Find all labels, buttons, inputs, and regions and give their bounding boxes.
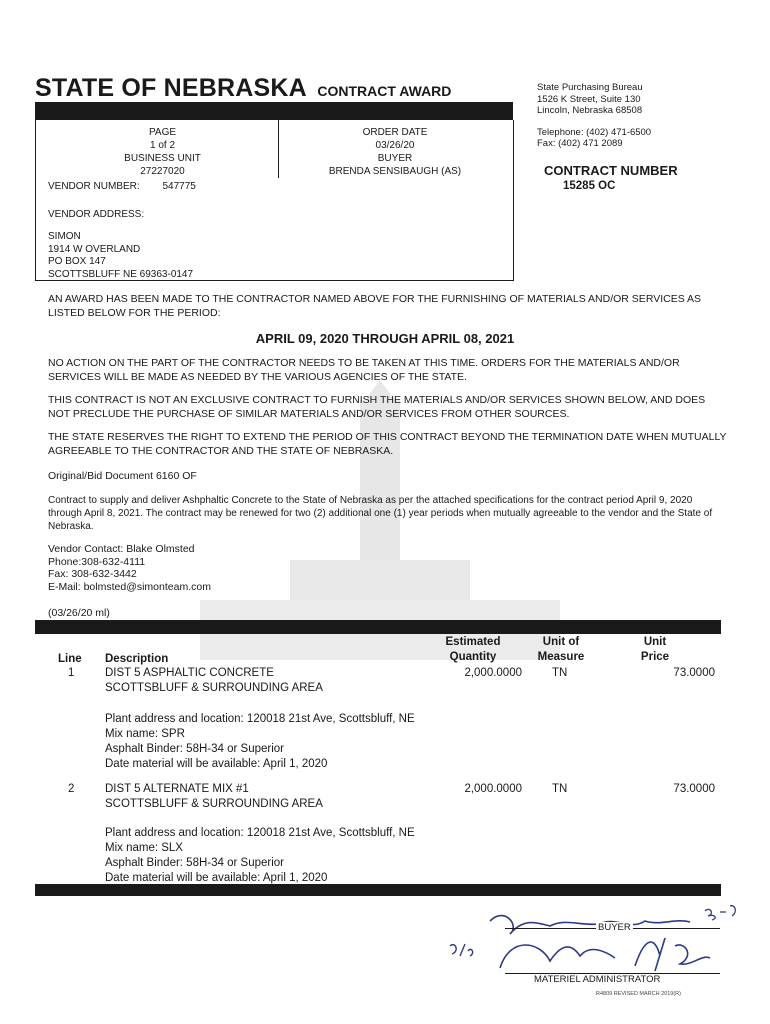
info-divider — [278, 120, 279, 178]
bureau-name: State Purchasing Bureau — [537, 82, 643, 93]
vendor-address-line: 1914 W OVERLAND — [48, 243, 141, 255]
row-quantity: 2,000.0000 — [464, 783, 522, 795]
note: (03/26/20 ml) — [48, 607, 110, 619]
contract-number: 15285 OC — [563, 180, 616, 192]
row-details: Plant address and location: 120018 21st Ave, Scottsbluff, NE Mix name: SPR Asphalt Binder: 58H-34 or Superior Date material will be available: April 1, 2020 — [105, 713, 415, 770]
no-action-paragraph: NO ACTION ON THE PART OF THE CONTRACTOR NEEDS TO BE TAKEN AT THIS TIME. ORDERS FOR THE MATERIALS AND/OR SERVICES WILL BE MADE AS NEEDED BY THE VARIOUS AGENCIES OF THE STATE. — [48, 357, 680, 383]
document-title — [35, 74, 451, 103]
award-paragraph: AN AWARD HAS BEEN MADE TO THE CONTRACTOR NAMED ABOVE FOR THE FURNISHING OF MATERIALS AND/OR SERVICES AS LISTED BELOW FOR THE PERIOD: — [48, 293, 702, 319]
table-row — [0, 782, 770, 892]
col-header-quantity: Estimated Quantity — [445, 636, 501, 663]
row-description: DIST 5 ALTERNATE MIX #1 SCOTTSBLUFF & SURROUNDING AREA — [105, 783, 323, 810]
col-header-line: Line — [58, 653, 82, 665]
state-title: STATE OF NEBRASKA — [35, 74, 307, 102]
row-description: DIST 5 ASPHALTIC CONCRETE SCOTTSBLUFF & SURROUNDING AREA — [105, 667, 323, 694]
page-label: PAGE — [148, 127, 177, 138]
vendor-number-row — [48, 180, 196, 193]
vendor-address — [48, 231, 193, 281]
vendor-address-line: PO BOX 147 — [48, 256, 106, 267]
col-header-unit: Unit of Measure — [537, 636, 585, 663]
bureau-city: Lincoln, Nebraska 68508 — [537, 105, 643, 116]
col-header-description: Description — [105, 653, 169, 665]
vendor-contact: Vendor Contact: Blake Olmsted — [48, 543, 195, 555]
vendor-email: E-Mail: bolmsted@simonteam.com — [48, 580, 211, 593]
page-value: 1 of 2 — [149, 140, 176, 151]
row-quantity: 2,000.0000 — [464, 667, 522, 679]
page-block — [80, 126, 245, 178]
row-line-number: 2 — [68, 783, 75, 795]
buyer-label: BUYER — [377, 153, 413, 164]
vendor-address-line: SCOTTSBLUFF NE 69363-0147 — [48, 268, 194, 280]
business-unit-label: BUSINESS UNIT — [124, 153, 201, 164]
row-unit: TN — [552, 783, 568, 795]
row-unit: TN — [552, 667, 568, 679]
contract-period: APRIL 09, 2020 THROUGH APRIL 08, 2021 — [255, 331, 515, 346]
bureau-address — [537, 82, 651, 150]
vendor-address-label: VENDOR ADDRESS: — [48, 209, 145, 220]
vendor-contact-block — [48, 543, 211, 593]
row-price: 73.0000 — [673, 667, 715, 679]
buyer-value: BRENDA SENSIBAUGH (AS) — [328, 166, 462, 177]
table-row — [0, 666, 770, 776]
table-bottom-bar — [35, 884, 721, 896]
info-header-bar — [35, 102, 513, 120]
order-block — [290, 126, 500, 178]
bureau-fax: Fax: (402) 471 2089 — [537, 138, 623, 149]
col-header-price: Unit Price — [640, 636, 670, 663]
vendor-number-value: 547775 — [162, 181, 196, 192]
not-exclusive-paragraph: THIS CONTRACT IS NOT AN EXCLUSIVE CONTRACT TO FURNISH THE MATERIALS AND/OR SERVICES SHOWN BELOW, AND DOES NOT PRECLUDE THE PURCHASE OF SIMILAR MATERIALS AND/OR SERVICES FROM OTHER SOURCES. — [48, 394, 706, 420]
contract-number-label: CONTRACT NUMBER — [544, 163, 678, 178]
table-top-bar — [35, 620, 721, 634]
vendor-fax: Fax: 308-632-3442 — [48, 568, 137, 580]
row-price: 73.0000 — [673, 783, 715, 795]
award-title: CONTRACT AWARD — [317, 83, 452, 99]
row-details: Plant address and location: 120018 21st Ave, Scottsbluff, NE Mix name: SLX Asphalt Binder: 58H-34 or Superior Date material will be available: April 1, 2020 — [105, 827, 415, 884]
buyer-signature-label: BUYER — [598, 922, 631, 933]
admin-signature-label: MATERIEL ADMINISTRATOR — [534, 974, 661, 985]
extend-paragraph: THE STATE RESERVES THE RIGHT TO EXTEND THE PERIOD OF THIS CONTRACT BEYOND THE TERMINATION DATE WHEN MUTUALLY AGREEABLE TO THE CONTRACTOR AND THE STATE OF NEBRASKA. — [48, 431, 727, 457]
original-bid: Original/Bid Document 6160 OF — [48, 470, 197, 482]
contract-description: Contract to supply and deliver Ashphaltic Concrete to the State of Nebraska as per the attached specifications for the contract period April 9, 2020 through April 8, 2021. The contract may be renewed for two (2) additional one (1) year periods when mutually agreeable to the vendor and the State of Nebraska. — [48, 495, 713, 532]
business-unit-value: 27227020 — [140, 166, 185, 177]
form-footer-code: R4809 REVISED MARCH 2019(R) — [596, 991, 681, 997]
bureau-street: 1526 K Street, Suite 130 — [537, 93, 641, 105]
row-line-number: 1 — [68, 667, 75, 679]
bureau-telephone: Telephone: (402) 471-6500 — [537, 126, 652, 138]
order-date-label: ORDER DATE — [362, 127, 428, 138]
vendor-phone: Phone:308-632-4111 — [48, 555, 146, 568]
order-date-value: 03/26/20 — [375, 140, 415, 151]
vendor-number-label: VENDOR NUMBER: — [48, 181, 140, 192]
vendor-address-line: SIMON — [48, 231, 81, 242]
